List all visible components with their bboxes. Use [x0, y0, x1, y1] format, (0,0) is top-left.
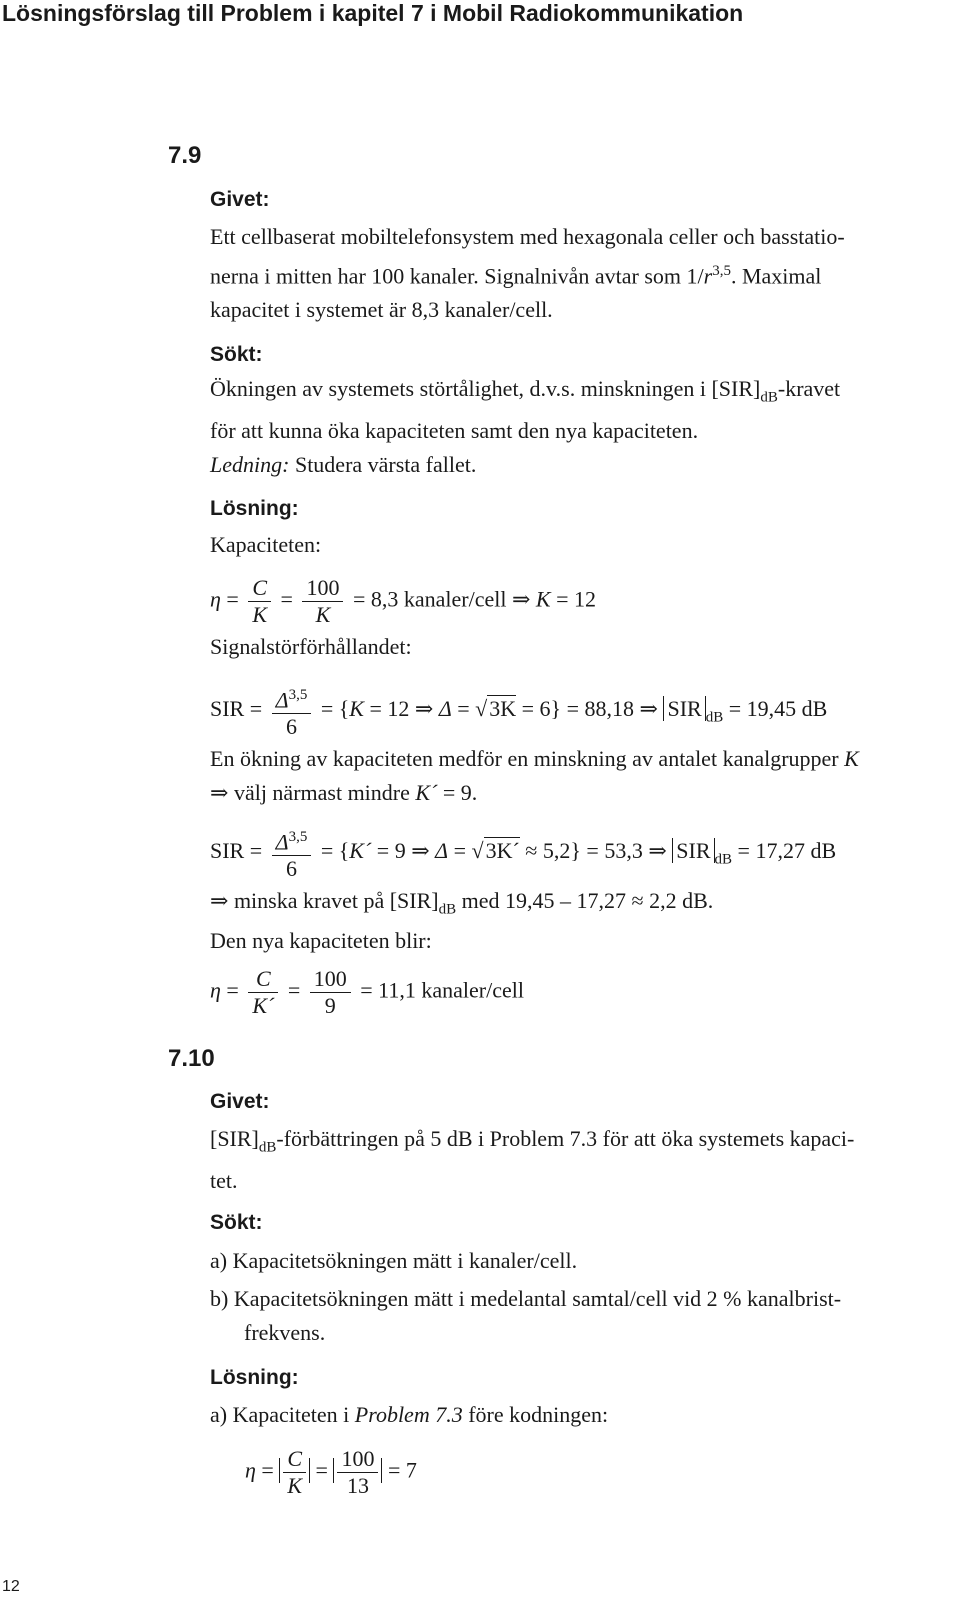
sought-item-b: b) Kapacitetsökningen mätt i medelantal samtal/cell vid 2 % kanalbrist- frekvens.	[210, 1286, 842, 1345]
given-heading: Givet:	[210, 188, 270, 211]
given-heading-710: Givet:	[210, 1090, 270, 1113]
page-header: Lösningsförslag till Problem i kapitel 7 i Mobil Radiokommunikation	[2, 0, 744, 26]
given-line-1: Ett cellbaserat mobiltelefonsystem med hexagonala celler och basstatio-	[210, 224, 845, 249]
sir-label: Signalstörförhållandet:	[210, 634, 412, 659]
given-line-710-2: tet.	[210, 1168, 238, 1194]
given-text	[210, 220, 930, 327]
section-number-7-9: 7.9	[168, 142, 202, 169]
equation-capacity-710: η = $\frac{C}{K}$ = $\frac{100}{13}$ = 7	[245, 1446, 417, 1498]
sought-text	[210, 372, 930, 482]
capacity-label: Kapaciteten:	[210, 532, 322, 557]
given-text-710	[210, 1122, 930, 1198]
given-line-2: nerna i mitten har 100 kanaler. Signalnivån avtar som $1/r^{3,5}$. Maximal	[210, 263, 822, 289]
sought-heading: Sökt:	[210, 343, 263, 366]
page-number: 12	[2, 1578, 20, 1595]
given-line-710-1: $[SIR]_{dB}$-förbättringen på 5 dB i Problem 7.3 för att öka systemets kapaci-	[210, 1126, 855, 1156]
given-line-3: kapacitet i systemet är 8,3 kanaler/cell.	[210, 297, 553, 323]
sought-line-1: Ökningen av systemets störtålighet, d.v.s. minskningen i $[SIR]_{dB}$-kravet	[210, 376, 841, 406]
note-line-2: ⇒ välj närmast mindre K´ = 9.	[210, 780, 478, 805]
sought-item-a: a) Kapacitetsökningen mätt i kanaler/cell.	[210, 1248, 578, 1273]
solution-item-a: a) Kapaciteten i Problem 7.3 före kodningen:	[210, 1402, 609, 1427]
equation-new-capacity: η = $\frac{C}{K´}$ = $\frac{100}{9}$ = 11,1 kanaler/cell	[210, 966, 524, 1018]
note-text	[210, 742, 930, 810]
sought-heading-710: Sökt:	[210, 1211, 263, 1234]
sought-line-2: för att kunna öka kapaciteten samt den nya kapaciteten.	[210, 418, 699, 444]
solution-heading-710: Lösning:	[210, 1366, 299, 1389]
equation-sir-2: SIR = $\frac{\Delta^{3,5}}{6}$ = {K´ = 9 ⇒ Δ = √3K´ ≈ 5,2} = 53,3 ⇒ SIR $_{dB}$ = 17,27 dB	[210, 824, 836, 882]
solution-heading: Lösning:	[210, 497, 299, 520]
conclusion-line: ⇒ minska kravet på $[SIR]_{dB}$ med 19,45 – 17,27 ≈ 2,2 dB.	[210, 888, 714, 918]
new-capacity-label: Den nya kapaciteten blir:	[210, 928, 432, 953]
hint-line: Ledning: Studera värsta fallet.	[210, 452, 477, 478]
equation-capacity: η = $\frac{C}{K}$ = $\frac{100}{K}$ = 8,3 kanaler/cell ⇒ K = 12	[210, 575, 597, 627]
equation-sir-1: SIR = $\frac{\Delta^{3,5}}{6}$ = {K = 12 ⇒ Δ = √3K = 6} = 88,18 ⇒ SIR $_{dB}$ = 19,45 dB	[210, 682, 827, 740]
section-number-7-10: 7.10	[168, 1045, 215, 1072]
note-line-1: En ökning av kapaciteten medför en minskning av antalet kanalgrupper K	[210, 746, 859, 771]
